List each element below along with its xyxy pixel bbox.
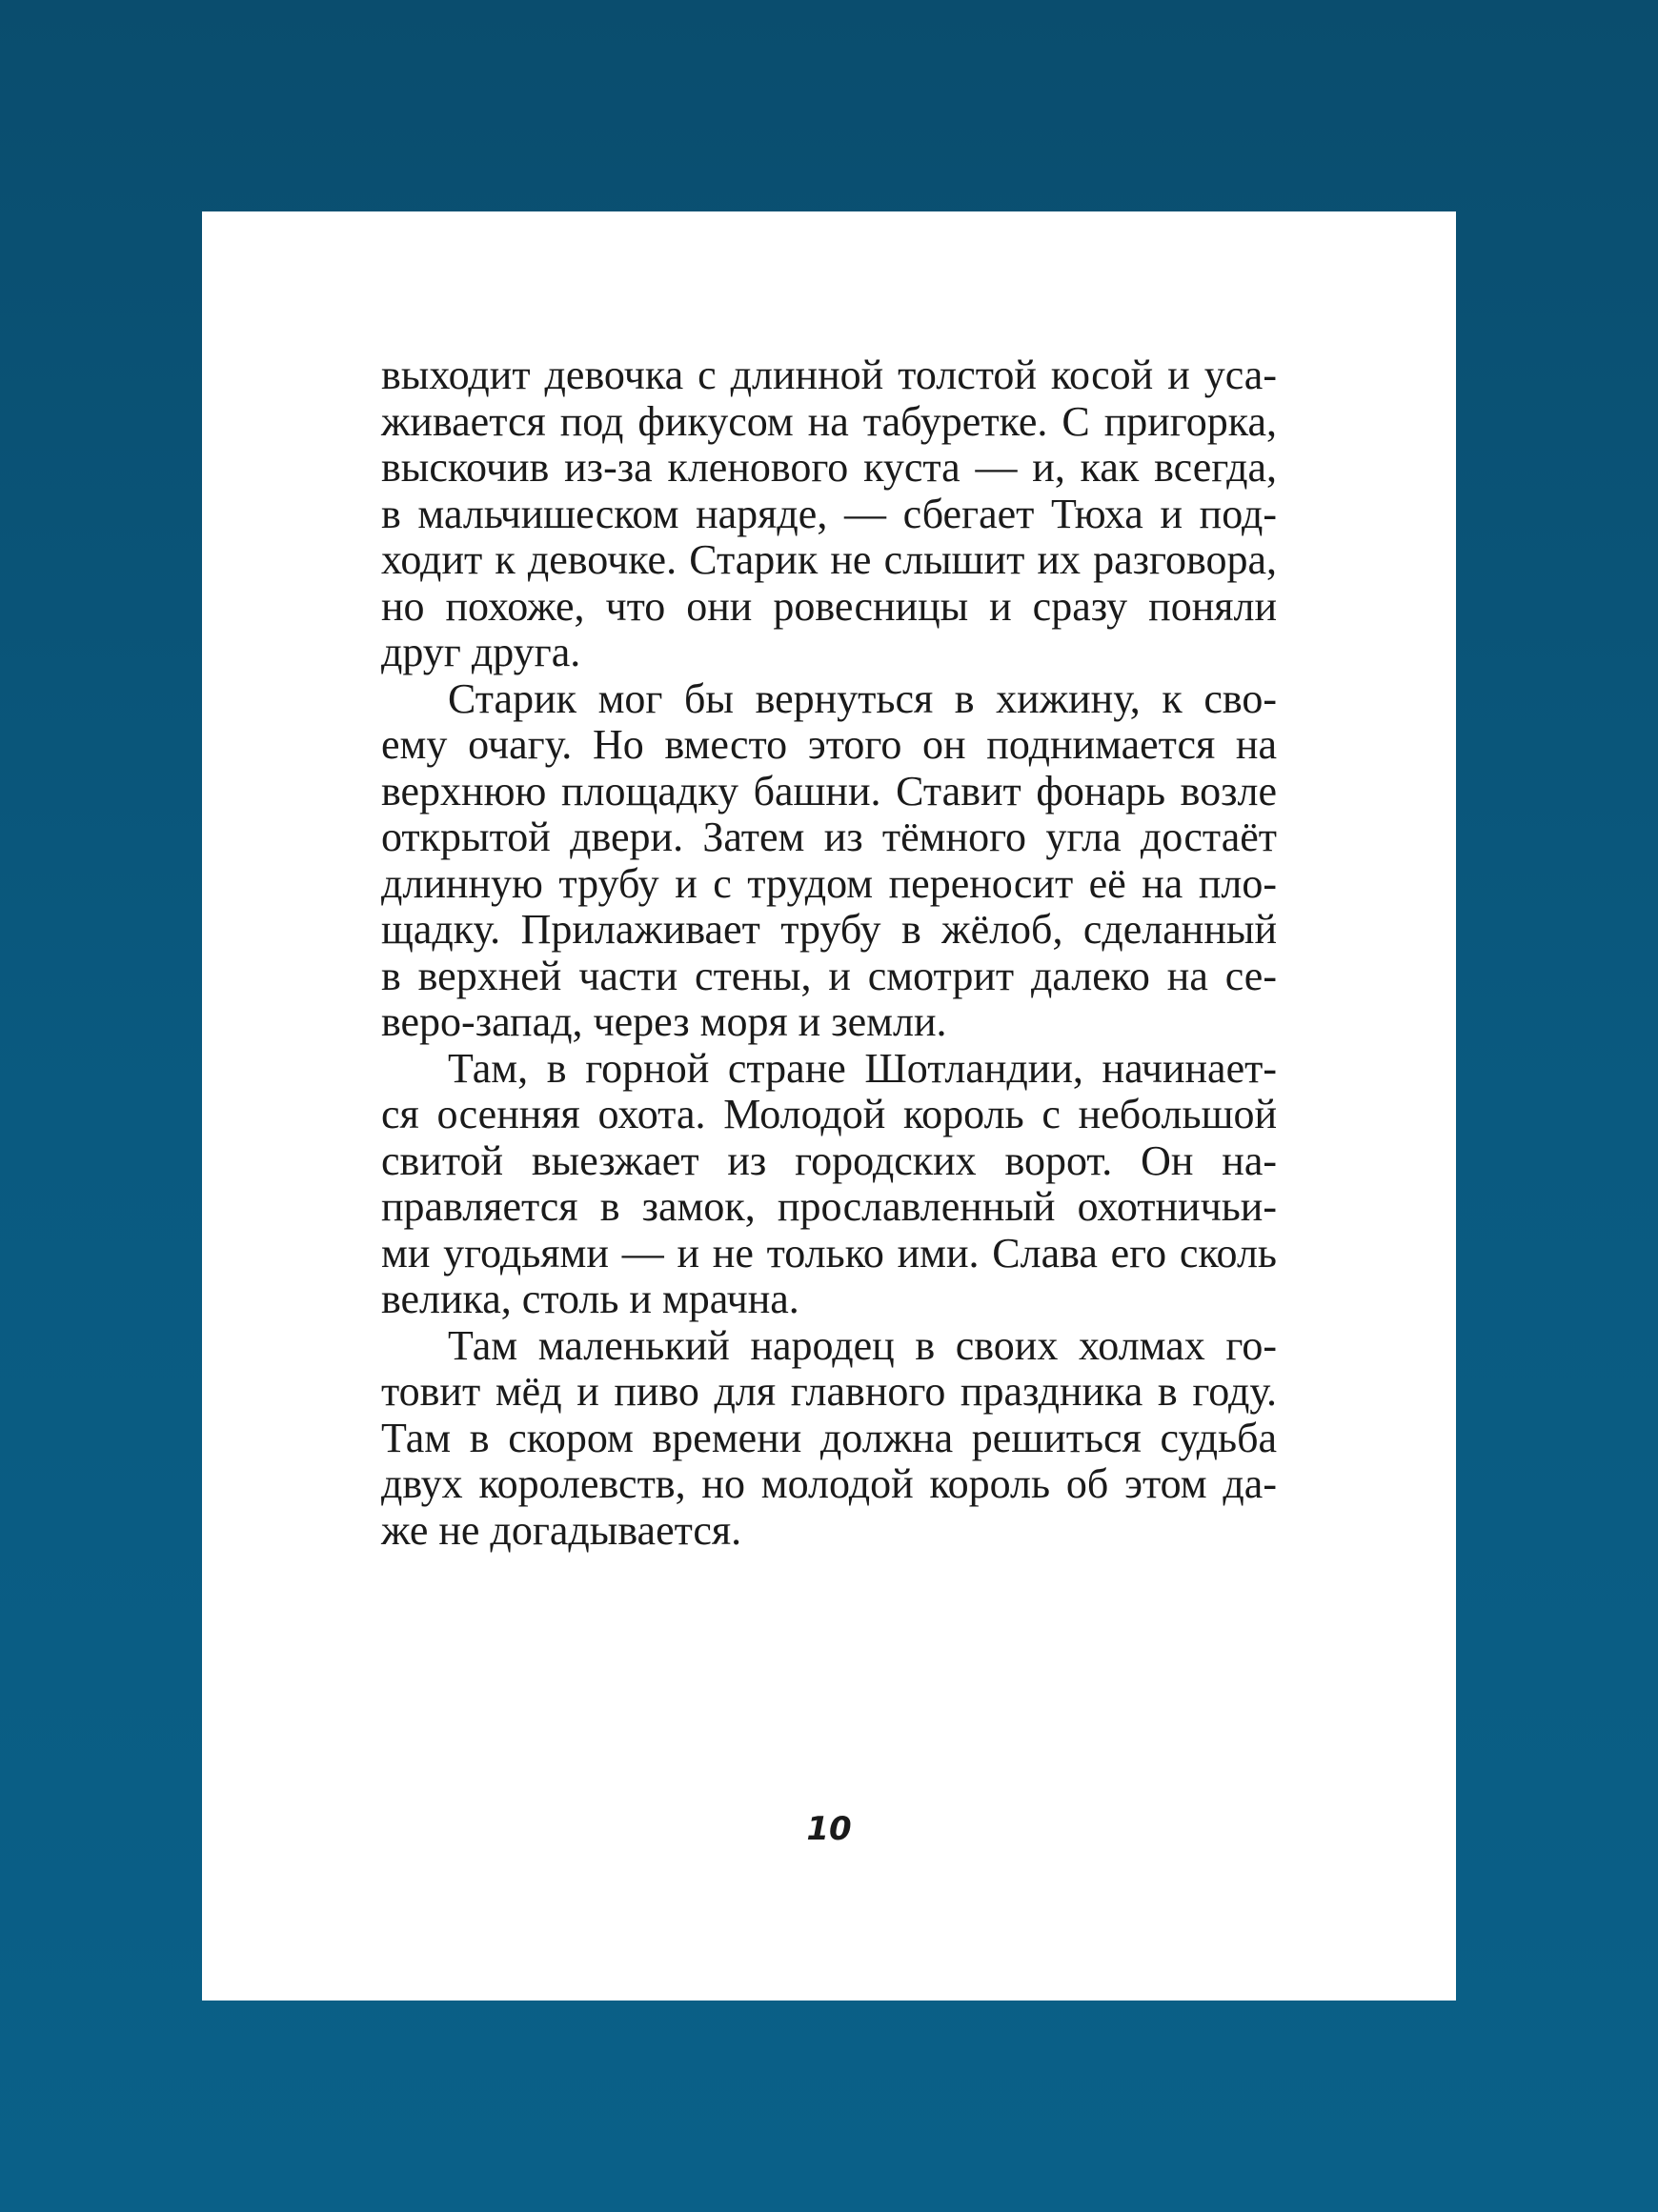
text-line: выскочив из-за кленового куста — и, как всегда, [381,444,1277,491]
book-page [202,211,1456,2001]
paragraph [381,352,1277,676]
text-line: Старик мог бы вернуться в хижину, к сво- [448,674,1277,722]
text-line: Там, в горной стране Шотландии, начинает- [448,1044,1277,1092]
text-line: верхнюю площадку башни. Ставит фонарь возле [381,767,1277,814]
text-line: веро-запад, через моря и земли. [381,998,947,1045]
text-line: двух королевств, но молодой король об этом да- [381,1460,1277,1507]
text-line: Там маленький народец в своих холмах го- [448,1321,1277,1369]
text-line: свитой выезжает из городских ворот. Он на- [381,1136,1277,1184]
text-line: велика, столь и мрачна. [381,1276,799,1322]
text-line: ми угодьями — и не только ими. Слава его сколь [381,1229,1277,1277]
text-line: правляется в замок, прославленный охотничьи- [381,1183,1277,1230]
paragraph [381,1046,1277,1323]
text-line: щадку. Прилаживает трубу в жёлоб, сделанный [381,906,1277,953]
paragraph [381,1323,1277,1555]
text-line: же не догадывается. [381,1506,742,1554]
text-line: Там в скором времени должна решиться судьба [381,1414,1277,1461]
text-line: ходит к девочке. Старик не слышит их разговора, [381,536,1277,583]
text-line: друг друга. [381,629,581,675]
text-line: в мальчишеском наряде, — сбегает Тюха и под- [381,490,1277,537]
text-line: в верхней части стены, и смотрит далеко на се- [381,952,1277,999]
page-number: 10 [806,1810,852,1848]
body-text [381,352,1277,1554]
text-line: живается под фикусом на табуретке. С пригорка, [381,397,1277,445]
text-line: товит мёд и пиво для главного праздника в году. [381,1368,1277,1415]
text-line: ся осенняя охота. Молодой король с небольшой [381,1091,1277,1137]
text-line: выходит девочка с длинной толстой косой и уса- [381,352,1277,398]
paragraph [381,676,1277,1046]
text-line: открытой двери. Затем из тёмного угла достаёт [381,814,1277,860]
text-line: длинную трубу и с трудом переносит её на пло- [381,859,1277,907]
text-line: ему очагу. Но вместо этого он поднимается на [381,721,1277,768]
text-line: но похоже, что они ровесницы и сразу поняли [381,582,1277,630]
